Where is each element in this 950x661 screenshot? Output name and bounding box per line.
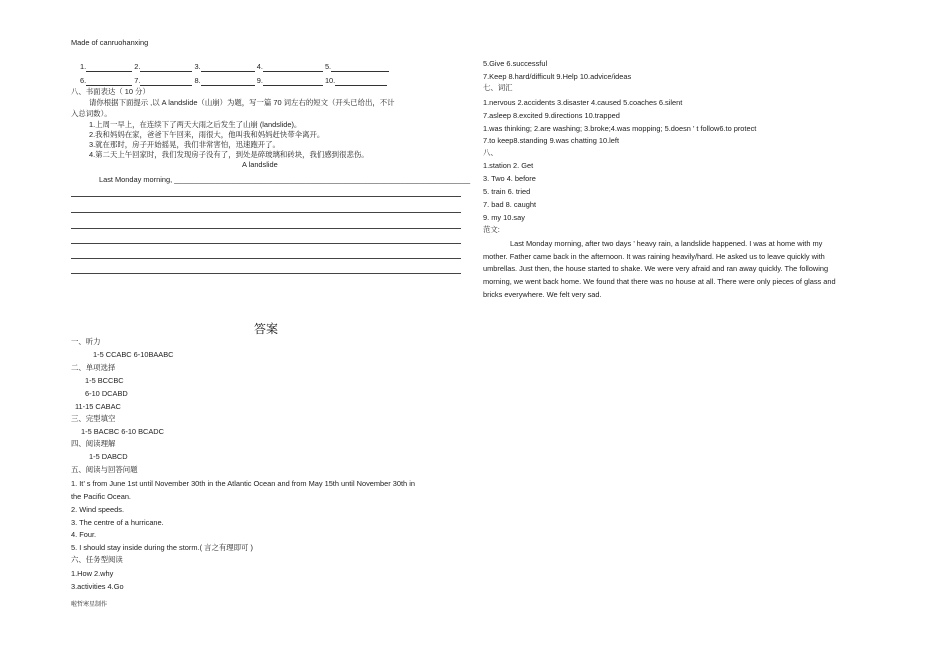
answer-line: 7.Keep 8.hard/difficult 9.Help 10.advice/ideas — [483, 72, 632, 81]
blank-line — [86, 77, 132, 86]
essay-line: bricks everywhere. We felt very sad. — [483, 290, 602, 299]
blank-line — [140, 63, 192, 72]
fill-row-2 — [80, 76, 387, 86]
header-text: Made of canruohanxing — [71, 38, 149, 47]
answer-line: 3.activities 4.Go — [71, 582, 124, 591]
answer-line: 4. Four. — [71, 530, 97, 539]
answer-line: 二、单项选择 — [71, 363, 116, 372]
essay-line: Last Monday morning, after two days ’ heavy rain, a landslide happened. I was at home with my — [510, 239, 823, 248]
answer-line: 六、任务型阅读 — [71, 555, 123, 564]
answer-line: 5. I should stay inside during the storm.( 言之有理即可 ) — [71, 543, 253, 552]
answer-line: 1.How 2.why — [71, 569, 114, 578]
fill-label: 3. — [194, 62, 201, 71]
answer-line: 1-5 BACBC 6-10 BCADC — [81, 427, 164, 436]
answer-line: 1.was thinking; 2.are washing; 3.broke;4.was mopping; 5.doesn ’ t follow6.to protect — [483, 124, 757, 133]
answer-line: 1. It’ s from June 1st until November 30th in the Atlantic Ocean and from May 15th until November 30th in — [71, 479, 415, 488]
answer-line: 一、听力 — [71, 337, 101, 346]
essay-line: morning, we went back home. We found that there was no house at all. There were only pieces of glass and — [483, 277, 836, 286]
writing-line — [71, 212, 461, 213]
answer-line: 11-15 CABAC — [75, 402, 121, 411]
writing-point: 2.我和妈妈在家，爸爸下午回来，雨很大，他叫我和妈妈赶快带伞离开。 — [89, 130, 325, 139]
essay-line: umbrellas. Just then, the house started to shake. We were very afraid and ran away quickly. The following — [483, 264, 829, 273]
answer-line: 1-5 DABCD — [89, 452, 128, 461]
writing-point: 1.上周一早上，在连续下了两天大雨之后发生了山崩 (landslide)。 — [89, 120, 302, 129]
answer-line: 7.to keep8.standing 9.was chatting 10.left — [483, 136, 619, 145]
blank-line — [86, 63, 132, 72]
answer-line: 7. bad 8. caught — [483, 200, 537, 209]
essay-line: mother. Father came back in the afternoon. It was raining heavily/hard. He asked us to leave quickly with — [483, 252, 825, 261]
footer-text: 啦哲寒星制作 — [71, 602, 108, 608]
writing-line — [71, 273, 461, 274]
answer-line: 五、阅读与回答问题 — [71, 465, 138, 474]
answer-line: 1-5 BCCBC — [85, 376, 124, 385]
writing-instruction: 请你根据下面提示 ,以 A landslide（山崩）为题，写一篇 70 词左右的短文（开头已给出，不计 — [89, 98, 395, 107]
answer-line: the Pacific Ocean. — [71, 492, 131, 501]
fill-label: 7. — [134, 76, 141, 85]
answer-line: 四、阅读理解 — [71, 439, 116, 448]
writing-heading: 八、书面表达（ 10 分） — [71, 87, 150, 96]
answer-line: 7.asleep 8.excited 9.directions 10.trapped — [483, 111, 620, 120]
fill-label: 5. — [324, 62, 332, 71]
answer-line: 5.Give 6.successful — [483, 59, 548, 68]
answer-line: 1-5 CCABC 6-10BAABC — [93, 350, 174, 359]
writing-line — [71, 258, 461, 259]
answer-line: 八、 — [483, 148, 498, 157]
blank-line — [263, 77, 323, 86]
writing-point: 3.就在那时，房子开始摇晃，我们非常害怕，迅速跑开了。 — [89, 140, 280, 149]
answer-line: 1.nervous 2.accidents 3.disaster 4.caused 5.coaches 6.silent — [483, 98, 683, 107]
blank-line — [201, 77, 255, 86]
answer-line: 三、完型填空 — [71, 414, 116, 423]
fill-label: 1. — [80, 62, 87, 71]
essay-title: A landslide — [242, 160, 278, 169]
answer-line: 6-10 DCABD — [85, 389, 128, 398]
answer-line: 3. The centre of a hurricane. — [71, 518, 164, 527]
writing-line — [71, 228, 461, 229]
answer-line: 9. my 10.say — [483, 213, 525, 222]
fill-label: 6. — [80, 76, 87, 85]
answers-title: 答案 — [254, 322, 279, 336]
answer-line: 七、词汇 — [483, 83, 513, 92]
writing-line — [71, 243, 461, 244]
blank-line — [140, 77, 192, 86]
fill-row-1 — [80, 62, 389, 72]
fill-label: 8. — [194, 76, 201, 85]
writing-line — [71, 196, 461, 197]
essay-start: Last Monday morning, ________________________________________________________________________ — [99, 175, 471, 184]
blank-line — [263, 63, 323, 72]
blank-line — [331, 63, 389, 72]
answer-line: 3. Two 4. before — [483, 174, 536, 183]
answer-line: 范文: — [483, 225, 500, 234]
fill-label: 4. — [256, 62, 263, 71]
fill-label: 2. — [134, 62, 141, 71]
writing-instruction-cont: 入总词数）。 — [71, 109, 112, 118]
answer-line: 1.station 2. Get — [483, 161, 534, 170]
writing-point: 4.第二天上午回家时，我们发现房子没有了，到处是碎玻璃和砖块，我们感到很悲伤。 — [89, 150, 369, 159]
fill-label: 9. — [256, 76, 263, 85]
answer-line: 2. Wind speeds. — [71, 505, 124, 514]
fill-label: 10. — [324, 76, 336, 85]
blank-line — [335, 77, 387, 86]
blank-line — [201, 63, 255, 72]
answer-line: 5. train 6. tried — [483, 187, 531, 196]
